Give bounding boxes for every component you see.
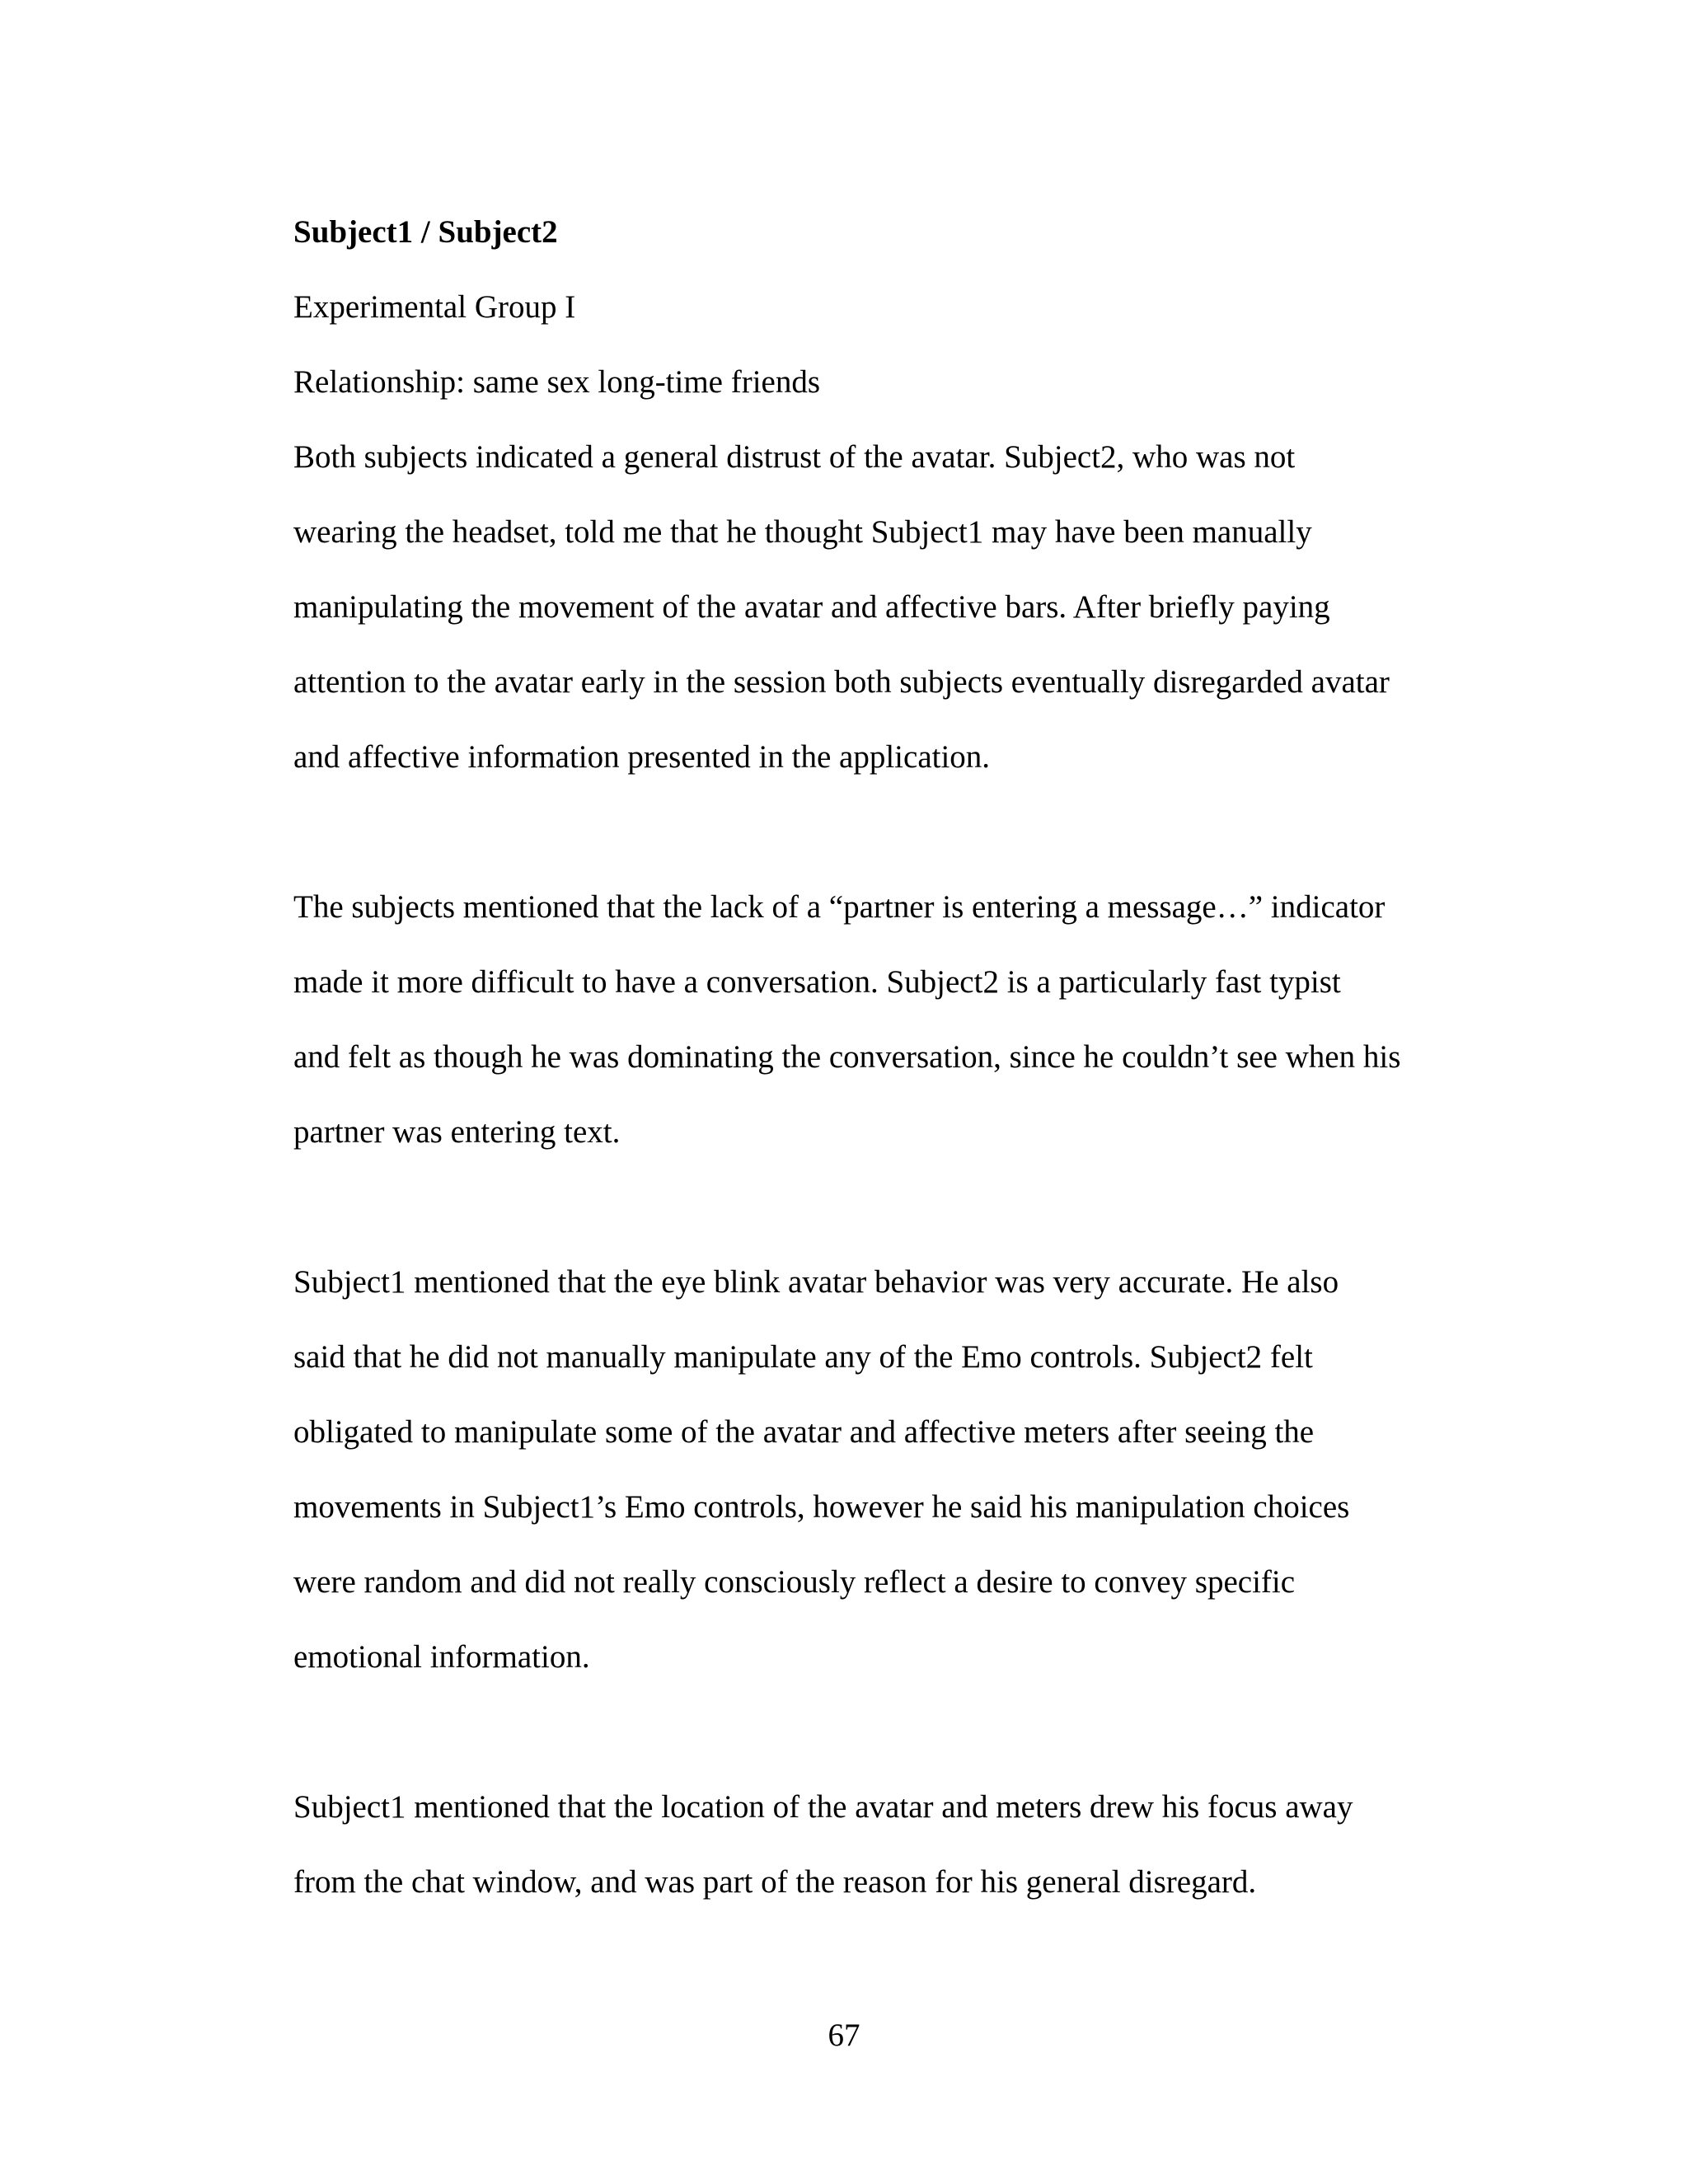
paragraph [293, 419, 1431, 794]
paragraph-line: emotional information. [293, 1639, 590, 1675]
paragraph-spacer [293, 1694, 1431, 1769]
paragraph-line: The subjects mentioned that the lack of a “partner is entering a message…” indicator [293, 889, 1386, 925]
paragraph-line: from the chat window, and was part of the reason for his general disregard. [293, 1864, 1257, 1900]
paragraph-line: partner was entering text. [293, 1114, 621, 1150]
group-label: Experimental Group I [293, 289, 576, 325]
paragraph [293, 869, 1431, 1169]
paragraph-line: obligated to manipulate some of the avatar and affective meters after seeing the [293, 1414, 1315, 1450]
paragraph-line: manipulating the movement of the avatar and affective bars. After briefly paying [293, 589, 1330, 625]
paragraph-line: Subject1 mentioned that the eye blink avatar behavior was very accurate. He also [293, 1264, 1339, 1300]
section-heading: Subject1 / Subject2 [293, 214, 558, 250]
relationship-label: Relationship: same sex long-time friends [293, 364, 821, 400]
paragraph-line: movements in Subject1’s Emo controls, however he said his manipulation choices [293, 1489, 1350, 1525]
paragraph-line: attention to the avatar early in the session both subjects eventually disregarded avatar [293, 664, 1390, 700]
paragraph-spacer [293, 1169, 1431, 1244]
paragraph-line: Both subjects indicated a general distrust of the avatar. Subject2, who was not [293, 439, 1296, 475]
paragraph-line: wearing the headset, told me that he thought Subject1 may have been manually [293, 514, 1312, 550]
paragraph-line: and affective information presented in the application. [293, 739, 991, 775]
page-content [293, 194, 1431, 1919]
paragraph-spacer [293, 794, 1431, 869]
paragraph-line: were random and did not really consciously reflect a desire to convey specific [293, 1564, 1296, 1600]
paragraph-line: Subject1 mentioned that the location of the avatar and meters drew his focus away [293, 1789, 1353, 1825]
paragraph-line: and felt as though he was dominating the conversation, since he couldn’t see when his [293, 1039, 1401, 1075]
paragraph [293, 1769, 1431, 1919]
paragraph-line: said that he did not manually manipulate any of the Emo controls. Subject2 felt [293, 1339, 1313, 1375]
page-number: 67 [828, 2018, 860, 2053]
paragraph-line: made it more difficult to have a conversation. Subject2 is a particularly fast typist [293, 964, 1341, 1000]
paragraph [293, 1244, 1431, 1694]
